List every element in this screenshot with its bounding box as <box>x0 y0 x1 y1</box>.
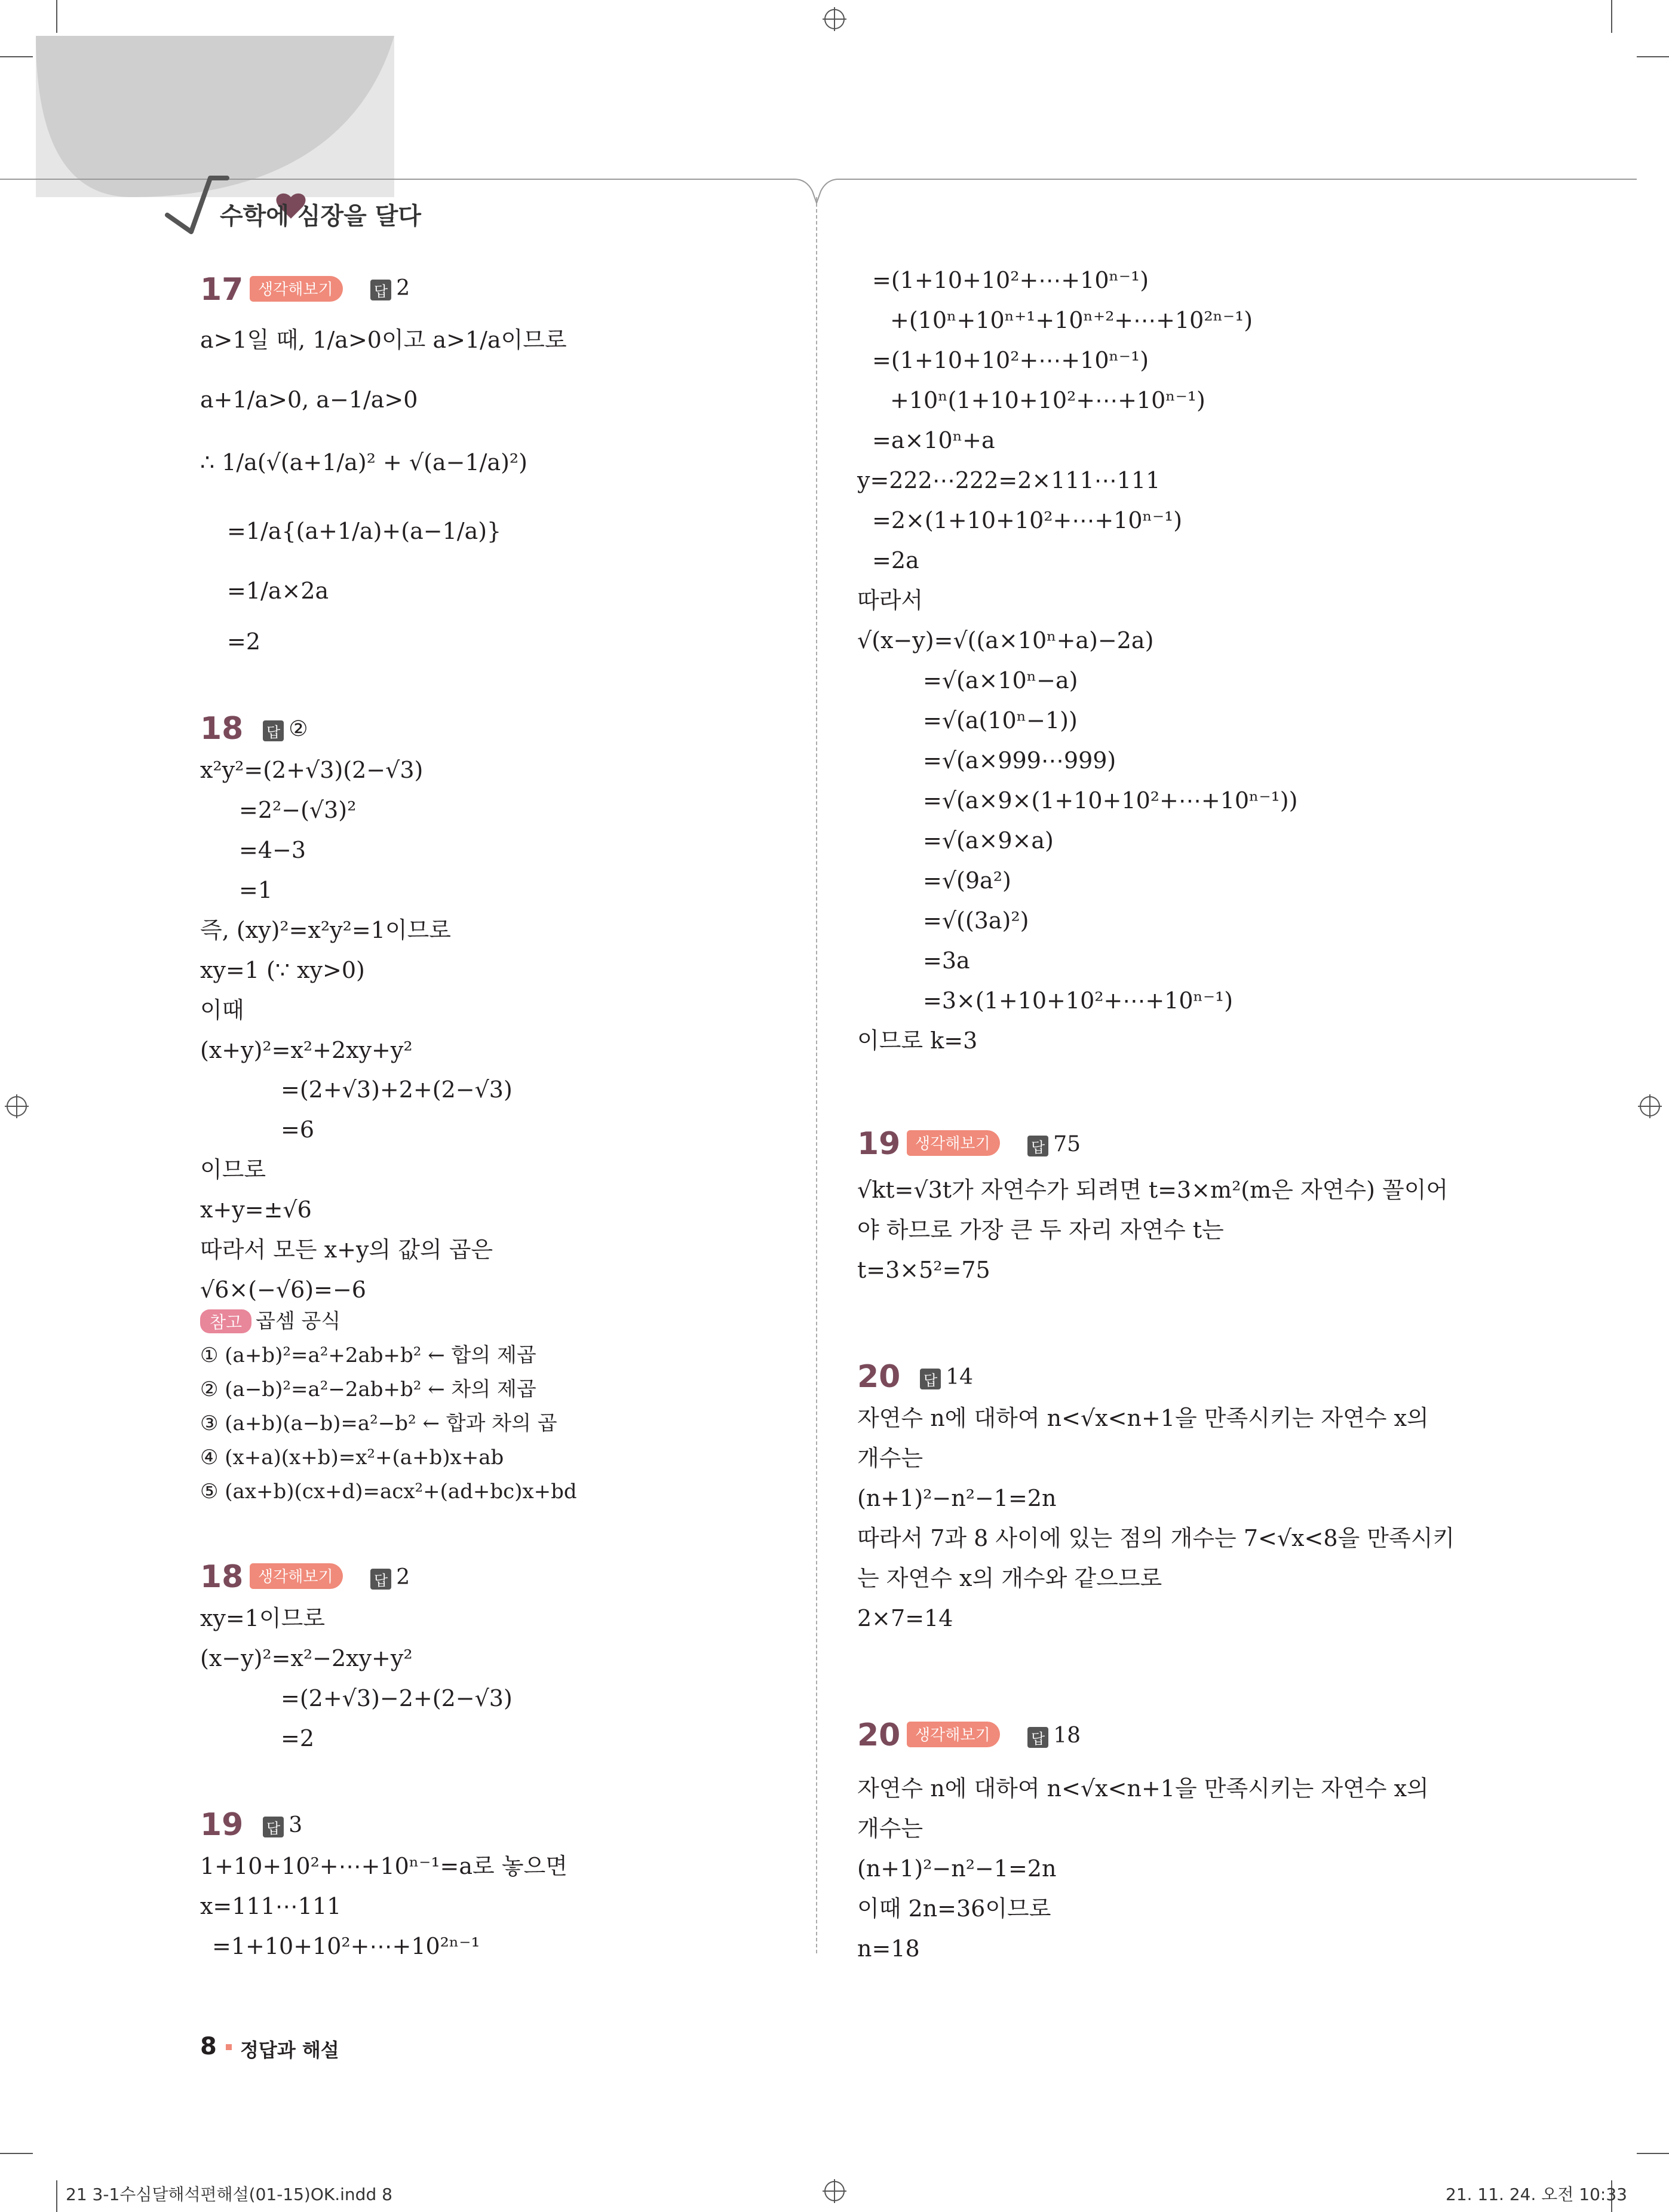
text-line: 야 하므로 가장 큰 두 자리 자연수 t는 <box>857 1217 1224 1243</box>
text-line: 1+10+10²+⋯+10ⁿ⁻¹=a로 놓으면 <box>200 1853 567 1879</box>
footer-bullet <box>226 2044 232 2050</box>
text-line: xy=1이므로 <box>200 1605 326 1631</box>
text-line: (x+y)²=x²+2xy+y² <box>200 1037 413 1063</box>
text-line: (n+1)²−n²−1=2n <box>857 1485 1057 1511</box>
text-line: 즉, (xy)²=x²y²=1이므로 <box>200 917 451 943</box>
answer <box>370 1565 410 1590</box>
text-line: =(2+√3)+2+(2−√3) <box>281 1076 513 1103</box>
problem-number: 20 <box>857 1717 901 1753</box>
text-line: √6×(−√6)=−6 <box>200 1277 366 1303</box>
text-line: =1/a{(a+1/a)+(a−1/a)} <box>227 518 502 544</box>
text-line: 는 자연수 x의 개수와 같으므로 <box>857 1565 1162 1591</box>
text-line: =2 <box>281 1725 315 1751</box>
answer-label-icon: 답 <box>370 280 391 300</box>
text-line: ① (a+b)²=a²+2ab+b² ← 합의 제곱 <box>200 1343 536 1367</box>
text-line: =√((3a)²) <box>923 907 1029 934</box>
answer-label-icon: 답 <box>370 1569 391 1590</box>
answer <box>263 717 308 741</box>
problem-number: 19 <box>200 1807 244 1843</box>
text-line: =√(a×9×(1+10+10²+⋯+10ⁿ⁻¹)) <box>923 787 1298 814</box>
text-line: =2a <box>872 547 919 573</box>
text-line: =√(a×10ⁿ−a) <box>923 667 1078 694</box>
text-line: 2×7=14 <box>857 1605 953 1631</box>
think-tag: 생각해보기 <box>250 1563 343 1589</box>
text-line: =2²−(√3)² <box>239 797 357 823</box>
answer-label-icon: 답 <box>1027 1727 1048 1748</box>
text-line: =√(a×9×a) <box>923 827 1054 854</box>
text-line: 이때 2n=36이므로 <box>857 1895 1051 1922</box>
answer-label-icon: 답 <box>1027 1136 1048 1156</box>
text-line: (n+1)²−n²−1=2n <box>857 1855 1057 1882</box>
text-line: n=18 <box>857 1935 920 1962</box>
answer-value: 2 <box>396 276 410 300</box>
text-line: 이때 <box>200 997 244 1023</box>
text-line: =√(a(10ⁿ−1)) <box>923 707 1078 734</box>
text-line: =3×(1+10+10²+⋯+10ⁿ⁻¹) <box>923 987 1234 1014</box>
text-line: +10ⁿ(1+10+10²+⋯+10ⁿ⁻¹) <box>890 387 1205 413</box>
page-number: 8 <box>200 2033 217 2060</box>
text-line: +(10ⁿ+10ⁿ⁺¹+10ⁿ⁺²+⋯+10²ⁿ⁻¹) <box>890 307 1253 333</box>
text-line: =√(a×999⋯999) <box>923 747 1116 774</box>
print-datetime: 21. 11. 24. 오전 10:33 <box>1446 2185 1627 2204</box>
answer-value: 18 <box>1053 1723 1081 1748</box>
text-line: ∴ 1/a(√(a+1/a)² + √(a−1/a)²) <box>200 449 527 475</box>
text-line: =2 <box>227 628 261 655</box>
think-tag: 생각해보기 <box>250 276 343 302</box>
answer-label-icon: 답 <box>263 720 284 741</box>
text-line: 따라서 7과 8 사이에 있는 점의 개수는 7<√x<8을 만족시키 <box>857 1525 1455 1551</box>
text-line: 개수는 <box>857 1445 924 1471</box>
answer-label-icon: 답 <box>920 1369 941 1389</box>
text-line: 따라서 <box>857 587 924 613</box>
text-line: =1 <box>239 877 273 903</box>
answer <box>263 1813 302 1837</box>
answer-value: ② <box>289 717 308 741</box>
text-line: 따라서 모든 x+y의 값의 곱은 <box>200 1237 493 1263</box>
text-line: ⑤ (ax+b)(cx+d)=acx²+(ad+bc)x+bd <box>200 1480 577 1504</box>
text-line: 자연수 n에 대하여 n<√x<n+1을 만족시키는 자연수 x의 <box>857 1405 1429 1431</box>
text-line: =a×10ⁿ+a <box>872 427 995 453</box>
text-line: √kt=√3t가 자연수가 되려면 t=3×m²(m은 자연수) 꼴이어 <box>857 1177 1449 1203</box>
think-tag: 생각해보기 <box>907 1722 1000 1747</box>
answer-value: 14 <box>946 1365 973 1389</box>
text-line: =1+10+10²+⋯+10²ⁿ⁻¹ <box>212 1933 480 1959</box>
text-line: ② (a−b)²=a²−2ab+b² ← 차의 제곱 <box>200 1377 536 1401</box>
text-line: =6 <box>281 1116 315 1143</box>
answer-value: 2 <box>396 1565 410 1590</box>
answer <box>920 1365 973 1389</box>
note-tag: 참고 <box>200 1309 251 1333</box>
think-tag: 생각해보기 <box>907 1130 1000 1156</box>
text-line: =√(9a²) <box>923 867 1011 894</box>
text-line: √(x−y)=√((a×10ⁿ+a)−2a) <box>857 627 1154 654</box>
page-label: 정답과 해설 <box>240 2039 339 2061</box>
text-line: =(2+√3)−2+(2−√3) <box>281 1685 513 1711</box>
answer-value: 75 <box>1053 1132 1081 1156</box>
answer <box>1027 1723 1081 1748</box>
text-line: t=3×5²=75 <box>857 1257 990 1283</box>
problem-number: 17 <box>200 272 244 308</box>
text-line: 자연수 n에 대하여 n<√x<n+1을 만족시키는 자연수 x의 <box>857 1775 1429 1802</box>
text-line: 개수는 <box>857 1815 924 1842</box>
text-line: 이므로 k=3 <box>857 1027 978 1054</box>
text-line: ④ (x+a)(x+b)=x²+(a+b)x+ab <box>200 1446 504 1469</box>
text-line: =(1+10+10²+⋯+10ⁿ⁻¹) <box>872 347 1149 373</box>
text-line: a+1/a>0, a−1/a>0 <box>200 386 418 413</box>
text-line: =3a <box>923 947 970 974</box>
problem-number: 19 <box>857 1126 901 1162</box>
answer-value: 3 <box>289 1813 303 1837</box>
text-line: 이므로 <box>200 1156 266 1183</box>
text-line: 곱셈 공식 <box>256 1309 341 1333</box>
text-line: ③ (a+b)(a−b)=a²−b² ← 합과 차의 곱 <box>200 1412 557 1435</box>
answer <box>370 276 410 300</box>
text-line: xy=1 (∵ xy>0) <box>200 957 365 983</box>
text-line: =4−3 <box>239 837 306 863</box>
text-line: =(1+10+10²+⋯+10ⁿ⁻¹) <box>872 267 1149 293</box>
text-line: x+y=±√6 <box>200 1196 312 1223</box>
problem-number: 18 <box>200 1559 244 1595</box>
brand-title: 수학에 심장을 달다 <box>220 203 421 230</box>
text-line: =1/a×2a <box>227 578 329 604</box>
problem-number: 18 <box>200 711 244 747</box>
answer-label-icon: 답 <box>263 1817 284 1837</box>
answer <box>1027 1132 1081 1156</box>
text-line: x²y²=(2+√3)(2−√3) <box>200 757 424 783</box>
text-line: a>1일 때, 1/a>0이고 a>1/a이므로 <box>200 327 567 353</box>
text-line: =2×(1+10+10²+⋯+10ⁿ⁻¹) <box>872 507 1183 533</box>
text-line: y=222⋯222=2×111⋯111 <box>857 467 1161 493</box>
text-line: x=111⋯111 <box>200 1893 342 1919</box>
problem-number: 20 <box>857 1359 901 1395</box>
text-line: (x−y)²=x²−2xy+y² <box>200 1645 413 1671</box>
print-file-info: 21 3-1수심달해석편해설(01-15)OK.indd 8 <box>66 2185 392 2204</box>
